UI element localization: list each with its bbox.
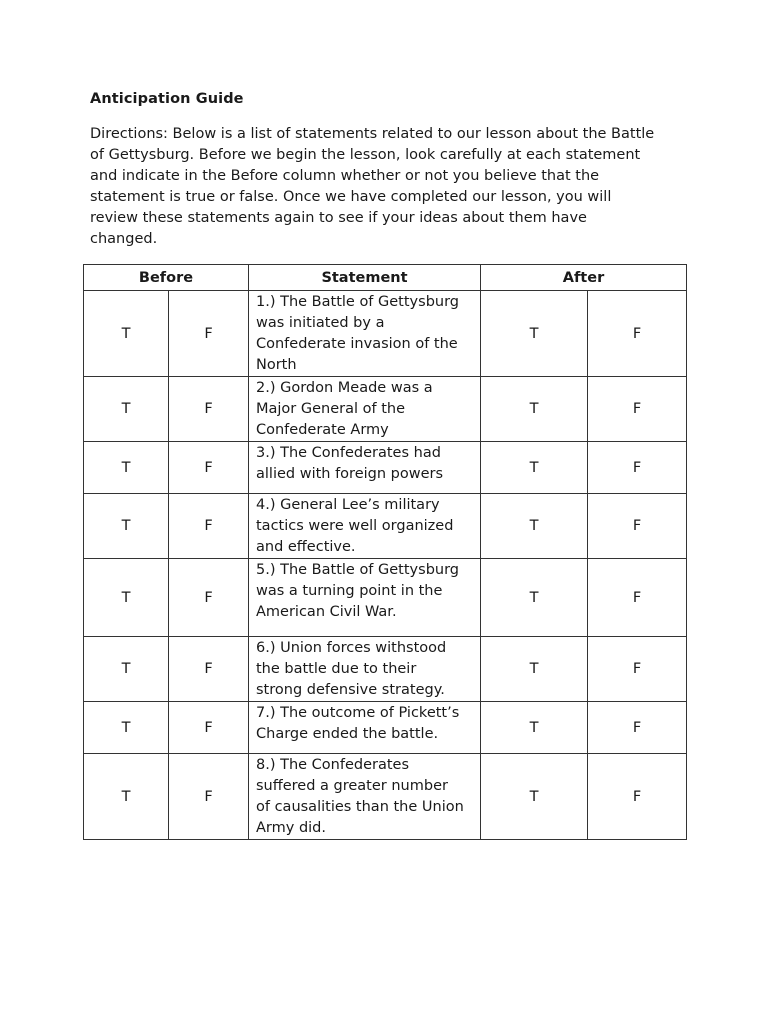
- before-false-option[interactable]: F: [204, 788, 213, 805]
- before-false-cell[interactable]: [169, 559, 249, 637]
- before-false-cell[interactable]: [169, 754, 249, 840]
- statement-cell: [249, 559, 481, 637]
- statement-line: 8.) The Confederates: [256, 757, 410, 773]
- before-true-option[interactable]: T: [121, 518, 131, 534]
- directions-paragraph: [90, 124, 700, 250]
- statement-line: and effective.: [256, 539, 356, 555]
- statement-line: was a turning point in the: [256, 583, 443, 599]
- directions-line: review these statements again to see if your ideas about them have: [90, 210, 587, 226]
- statement-line: 5.) The Battle of Gettysburg: [256, 562, 459, 578]
- statement-line: of causalities than the Union: [256, 799, 464, 815]
- directions-line: Directions: Below is a list of statements related to our lesson about the Battle: [90, 126, 655, 142]
- table-row: [84, 377, 687, 442]
- statement-cell: [249, 377, 481, 442]
- before-false-cell[interactable]: [169, 494, 249, 559]
- after-false-cell[interactable]: [588, 291, 687, 377]
- directions-line: statement is true or false. Once we have completed our lesson, you will: [90, 189, 612, 205]
- table-row: [84, 637, 687, 702]
- after-true-option[interactable]: T: [529, 719, 539, 736]
- after-false-option[interactable]: F: [632, 518, 642, 534]
- before-false-option[interactable]: F: [204, 589, 213, 606]
- statement-line: Confederate Army: [256, 422, 389, 438]
- statement-line: Confederate invasion of the: [256, 336, 458, 352]
- after-true-cell[interactable]: [481, 702, 588, 754]
- after-true-option[interactable]: T: [529, 661, 539, 677]
- table-row: [84, 442, 687, 494]
- after-false-option[interactable]: F: [632, 788, 642, 805]
- statement-line: 2.) Gordon Meade was a: [256, 380, 433, 396]
- before-false-cell[interactable]: [169, 702, 249, 754]
- before-false-cell[interactable]: [169, 637, 249, 702]
- statement-cell: [249, 291, 481, 377]
- after-false-cell[interactable]: [588, 442, 687, 494]
- after-true-cell[interactable]: [481, 377, 588, 442]
- before-false-option[interactable]: F: [204, 401, 213, 417]
- anticipation-table: [83, 264, 687, 840]
- statement-line: Army did.: [256, 820, 326, 836]
- directions-line: of Gettysburg. Before we begin the lesson, look carefully at each statement: [90, 147, 641, 163]
- after-false-option[interactable]: F: [632, 325, 642, 342]
- statement-line: 1.) The Battle of Gettysburg: [256, 294, 459, 310]
- before-true-cell[interactable]: [84, 637, 169, 702]
- before-false-cell[interactable]: [169, 291, 249, 377]
- directions-line: and indicate in the Before column whether or not you believe that the: [90, 168, 600, 184]
- before-false-option[interactable]: F: [204, 518, 213, 534]
- statement-line: 3.) The Confederates had: [256, 445, 441, 461]
- statement-line: the battle due to their: [256, 661, 417, 677]
- table-row: [84, 754, 687, 840]
- table-row: [84, 494, 687, 559]
- after-true-option[interactable]: T: [529, 589, 539, 606]
- after-false-option[interactable]: F: [632, 589, 642, 606]
- before-true-cell[interactable]: [84, 494, 169, 559]
- after-true-option[interactable]: T: [529, 325, 539, 342]
- after-true-cell[interactable]: [481, 559, 588, 637]
- before-true-cell[interactable]: [84, 291, 169, 377]
- before-true-option[interactable]: T: [121, 459, 131, 476]
- after-false-cell[interactable]: [588, 559, 687, 637]
- statement-line: American Civil War.: [256, 604, 397, 620]
- before-false-option[interactable]: F: [204, 719, 213, 736]
- statement-line: tactics were well organized: [256, 518, 454, 534]
- after-true-cell[interactable]: [481, 291, 588, 377]
- after-false-cell[interactable]: [588, 702, 687, 754]
- statement-line: 6.) Union forces withstood: [256, 640, 447, 656]
- statement-cell: [249, 442, 481, 494]
- after-false-cell[interactable]: [588, 637, 687, 702]
- statement-cell: [249, 754, 481, 840]
- statement-cell: [249, 494, 481, 559]
- statement-line: 4.) General Lee’s military: [256, 497, 440, 513]
- after-true-cell[interactable]: [481, 494, 588, 559]
- statement-line: strong defensive strategy.: [256, 682, 445, 698]
- before-true-option[interactable]: T: [121, 589, 131, 606]
- before-false-option[interactable]: F: [204, 325, 213, 342]
- statement-cell: [249, 702, 481, 754]
- after-true-option[interactable]: T: [529, 401, 539, 417]
- before-true-option[interactable]: T: [121, 719, 131, 736]
- before-true-cell[interactable]: [84, 377, 169, 442]
- after-false-option[interactable]: F: [632, 661, 642, 677]
- header-after: After: [481, 265, 687, 291]
- after-false-option[interactable]: F: [632, 459, 642, 476]
- after-false-cell[interactable]: [588, 754, 687, 840]
- table-header-row: [84, 265, 687, 291]
- header-before: Before: [84, 265, 249, 291]
- before-true-cell[interactable]: [84, 559, 169, 637]
- after-true-cell[interactable]: [481, 754, 588, 840]
- statement-cell: [249, 637, 481, 702]
- after-true-cell[interactable]: [481, 442, 588, 494]
- before-false-option[interactable]: F: [204, 661, 213, 677]
- after-false-option[interactable]: F: [632, 719, 642, 736]
- before-true-cell[interactable]: [84, 754, 169, 840]
- after-false-cell[interactable]: [588, 377, 687, 442]
- table-row: [84, 702, 687, 754]
- after-true-option[interactable]: T: [529, 518, 539, 534]
- before-false-cell[interactable]: [169, 377, 249, 442]
- statement-line: 7.) The outcome of Pickett’s: [256, 705, 460, 721]
- statement-line: Charge ended the battle.: [256, 726, 439, 742]
- before-true-option[interactable]: T: [121, 401, 131, 417]
- table-row: [84, 559, 687, 637]
- after-true-option[interactable]: T: [529, 459, 539, 476]
- before-false-cell[interactable]: [169, 442, 249, 494]
- statement-line: allied with foreign powers: [256, 466, 444, 482]
- before-true-cell[interactable]: [84, 702, 169, 754]
- before-true-option[interactable]: T: [121, 661, 131, 677]
- before-true-option[interactable]: T: [121, 788, 131, 805]
- statement-line: suffered a greater number: [256, 778, 448, 794]
- header-statement: Statement: [249, 265, 481, 291]
- after-true-option[interactable]: T: [529, 788, 539, 805]
- after-true-cell[interactable]: [481, 637, 588, 702]
- statement-line: was initiated by a: [256, 315, 385, 331]
- statement-line: Major General of the: [256, 401, 406, 417]
- document-title: Anticipation Guide: [90, 91, 244, 107]
- directions-line: changed.: [90, 231, 158, 247]
- before-false-option[interactable]: F: [204, 459, 213, 476]
- before-true-cell[interactable]: [84, 442, 169, 494]
- after-false-cell[interactable]: [588, 494, 687, 559]
- statement-line: North: [256, 357, 297, 373]
- table-row: [84, 291, 687, 377]
- after-false-option[interactable]: F: [632, 401, 642, 417]
- before-true-option[interactable]: T: [121, 325, 131, 342]
